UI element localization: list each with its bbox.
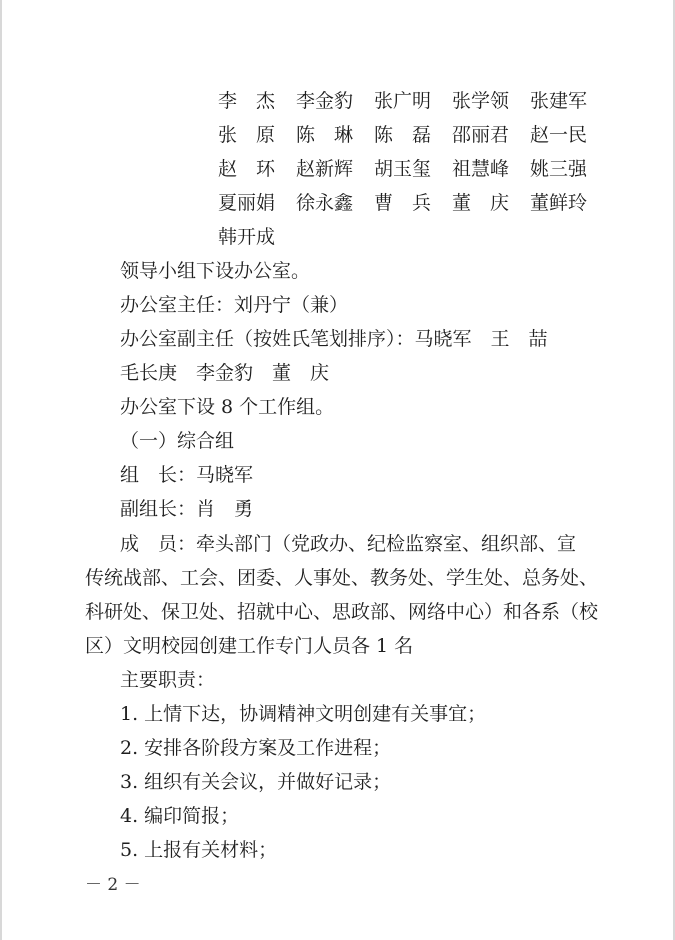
member-name: 夏丽娟 xyxy=(218,192,276,214)
group-leader: 组 长：马晓军 xyxy=(120,464,254,486)
office-deputy-names: 毛长庚 李金豹 董 庆 xyxy=(120,362,330,384)
member-name: 曹 兵 xyxy=(374,192,432,214)
member-name: 赵一民 xyxy=(530,124,588,146)
duty-item: 4. 编印简报； xyxy=(120,805,240,827)
workgroups-intro-text: 办公室下设 8 个工作组。 xyxy=(120,396,335,418)
member-name: 姚三强 xyxy=(530,158,588,180)
member-name: 董 庆 xyxy=(452,192,510,214)
member-name: 陈 磊 xyxy=(374,124,432,146)
name-row xyxy=(218,118,618,152)
name-row xyxy=(218,152,618,186)
page-edge-left xyxy=(0,0,2,940)
member-name: 陈 琳 xyxy=(296,124,354,146)
member-name: 胡玉玺 xyxy=(374,158,432,180)
group-members-line: 传统战部、工会、团委、人事处、教务处、学生处、总务处、 xyxy=(85,567,599,589)
group-members-line: 成 员：牵头部门（党政办、纪检监察室、组织部、宣 xyxy=(120,533,577,555)
member-name: 张学领 xyxy=(452,90,510,112)
duty-item: 2. 安排各阶段方案及工作进程； xyxy=(120,737,392,759)
member-name: 徐永鑫 xyxy=(296,192,354,214)
member-name-grid xyxy=(218,84,618,254)
name-row xyxy=(218,84,618,118)
member-name: 祖慧峰 xyxy=(452,158,510,180)
member-name: 赵新辉 xyxy=(296,158,354,180)
member-name: 邵丽君 xyxy=(452,124,510,146)
duty-item: 5. 上报有关材料； xyxy=(120,839,278,861)
name-row xyxy=(218,220,618,254)
office-director-text: 办公室主任：刘丹宁（兼） xyxy=(120,294,349,316)
page-number: － 2 － xyxy=(85,875,141,895)
group-members-line: 区）文明校园创建工作专门人员各 1 名 xyxy=(85,635,414,657)
group-title: （一）综合组 xyxy=(120,430,235,452)
member-name: 张建军 xyxy=(530,90,588,112)
name-row xyxy=(218,186,618,220)
member-name: 赵 环 xyxy=(218,158,276,180)
group-deputy-leader: 副组长：肖 勇 xyxy=(120,498,254,520)
office-setup-text: 领导小组下设办公室。 xyxy=(120,260,311,282)
member-name: 李金豹 xyxy=(296,90,354,112)
group-members-line: 科研处、保卫处、招就中心、思政部、网络中心）和各系（校 xyxy=(85,601,599,623)
member-name: 董鲜玲 xyxy=(530,192,588,214)
member-name: 张 原 xyxy=(218,124,276,146)
duty-item: 1. 上情下达，协调精神文明创建有关事宜； xyxy=(120,703,487,725)
duties-title: 主要职责： xyxy=(120,669,216,691)
member-name: 韩开成 xyxy=(218,226,276,248)
member-name: 张广明 xyxy=(374,90,432,112)
member-name: 李 杰 xyxy=(218,90,276,112)
duty-item: 3. 组织有关会议，并做好记录； xyxy=(120,771,392,793)
office-deputy-text: 办公室副主任（按姓氏笔划排序）：马晓军 王 喆 xyxy=(120,328,548,350)
